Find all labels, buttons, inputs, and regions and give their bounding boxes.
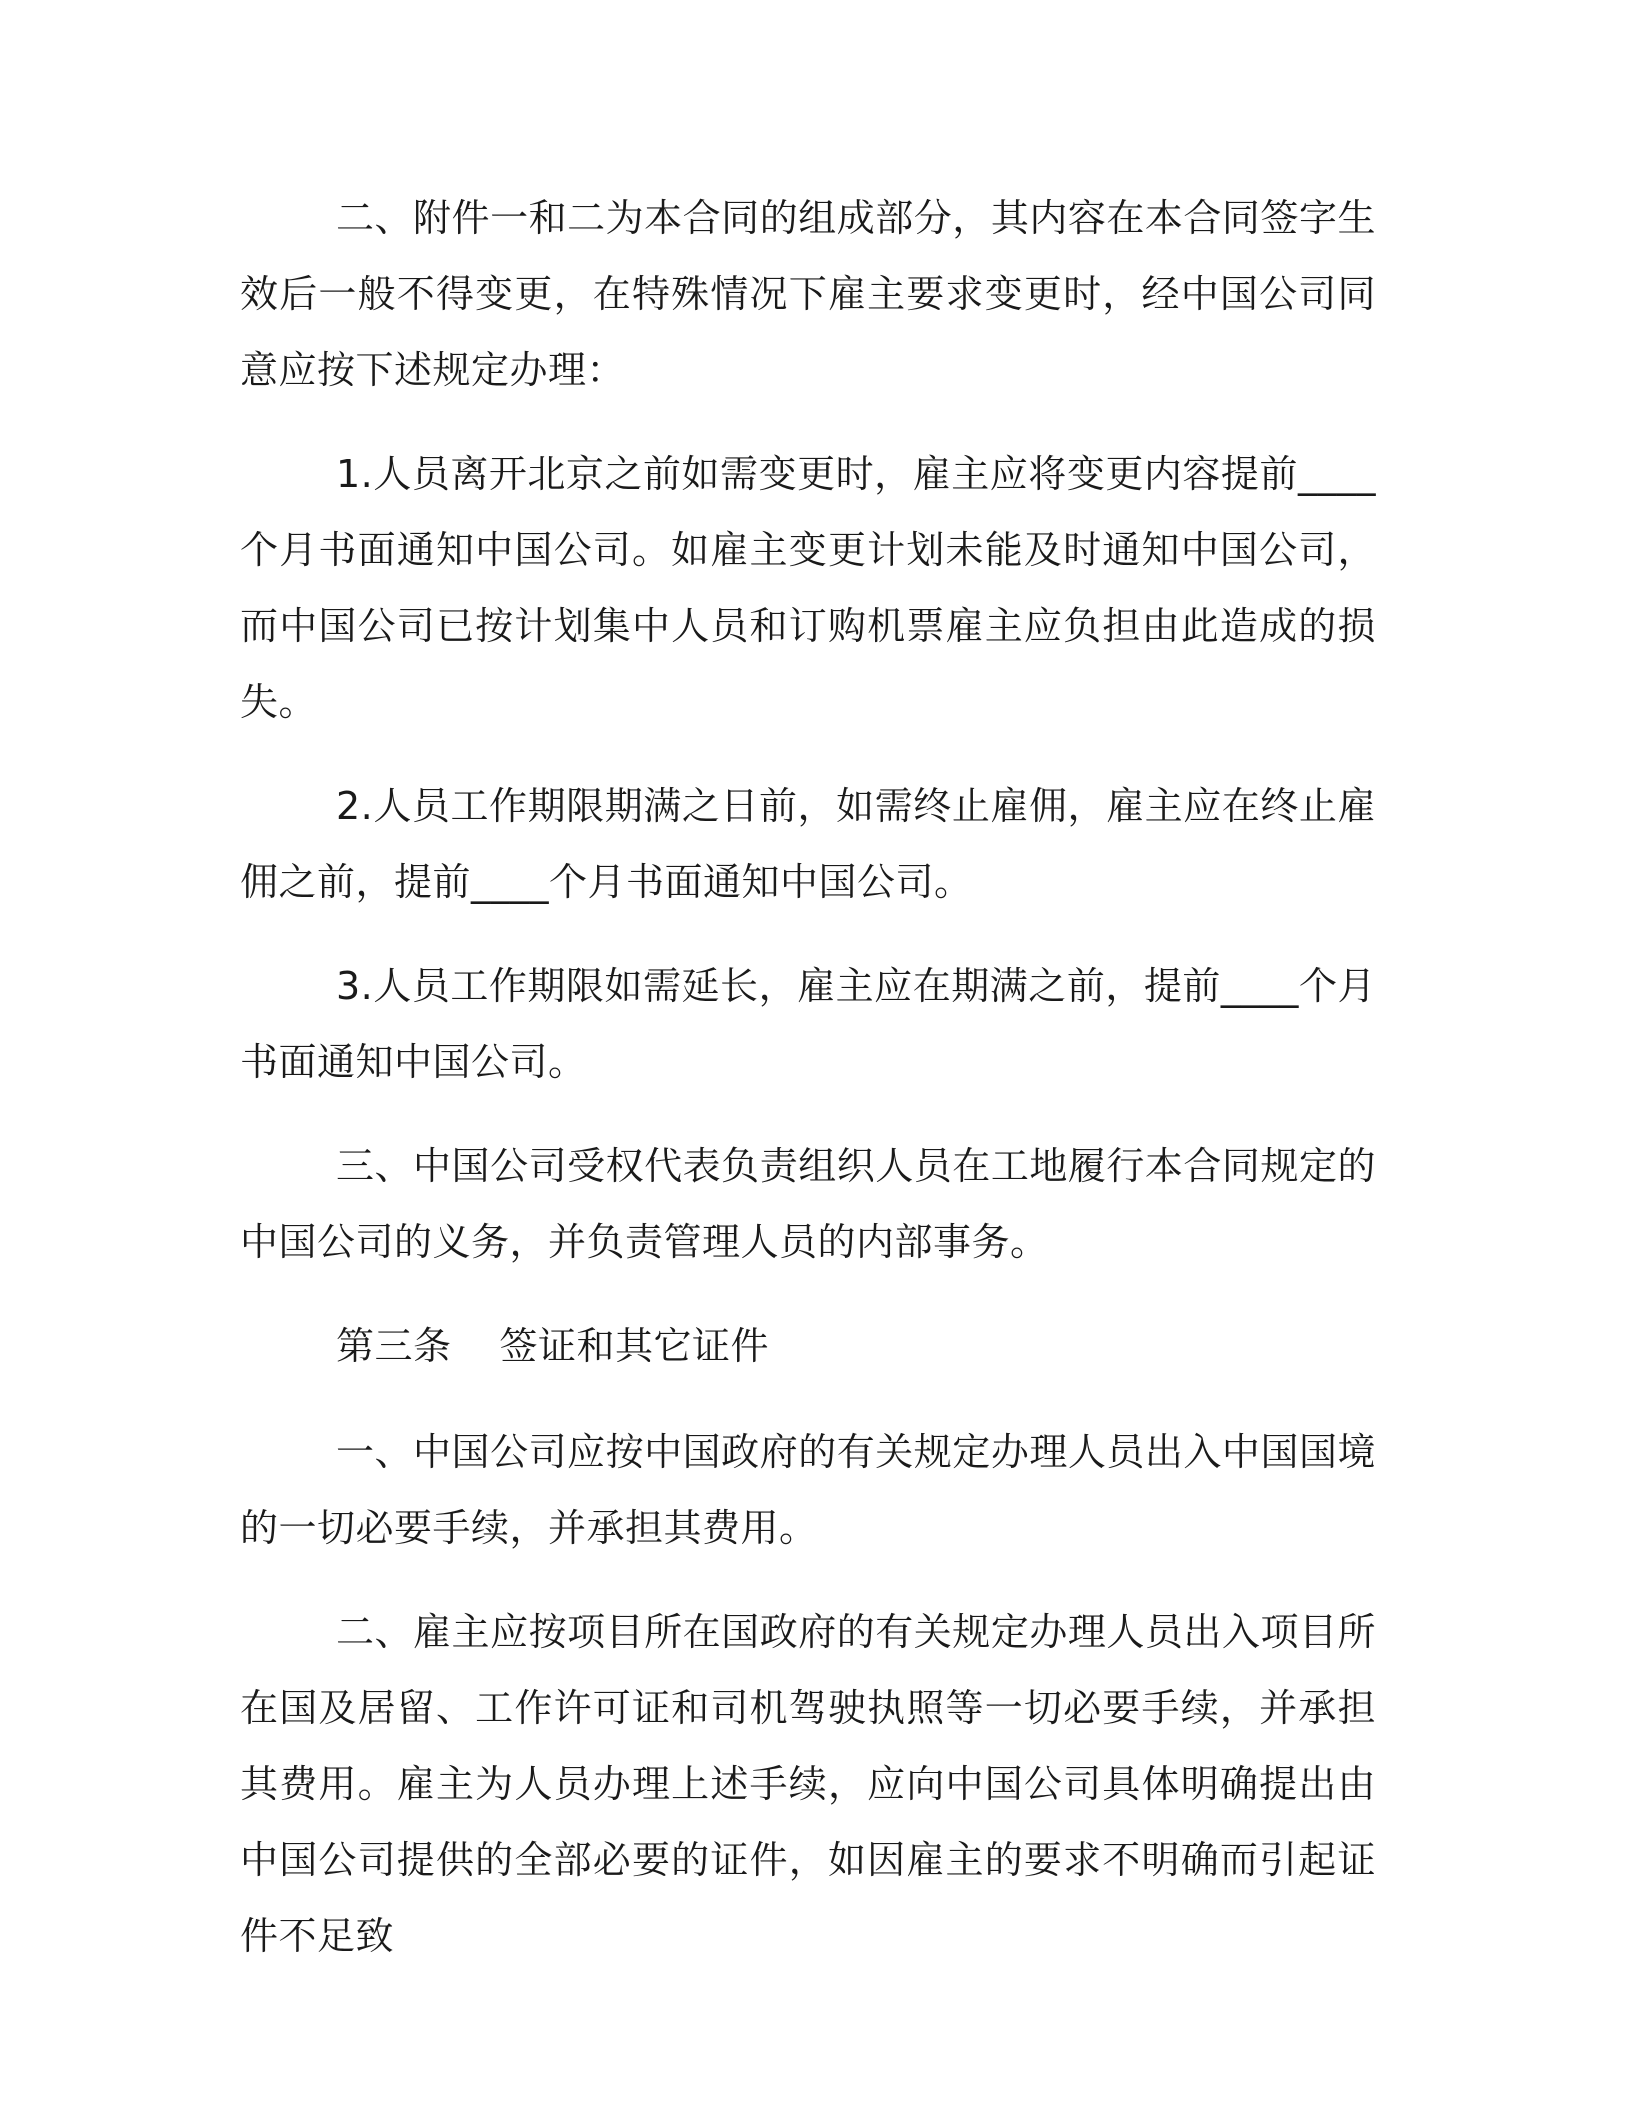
paragraph-extension-notice: 3.人员工作期限如需延长，雇主应在期满之前，提前____个月书面通知中国公司。 <box>240 964 1376 1084</box>
article-number: 第三条 <box>336 1324 452 1368</box>
paragraph-employer-permits: 二、雇主应按项目所在国政府的有关规定办理人员出入项目所在国及居留、工作许可证和司机驾驶执照等一切必要手续，并承担其费用。雇主为人员办理上述手续，应向中国公司具体明确提出由中国公司提供的全部必要的证件，如因雇主的要求不明确而引起证件不足致 <box>240 1610 1376 1958</box>
paragraph-termination-notice: 2.人员工作期限期满之日前，如需终止雇佣，雇主应在终止雇佣之前，提前____个月书面通知中国公司。 <box>240 784 1376 904</box>
document-body <box>240 180 1376 2002</box>
paragraph-change-before-departure: 1.人员离开北京之前如需变更时，雇主应将变更内容提前____个月书面通知中国公司。如雇主变更计划未能及时通知中国公司，而中国公司已按计划集中人员和订购机票雇主应负担由此造成的损失。 <box>240 452 1376 724</box>
paragraph-authorized-representative: 三、中国公司受权代表负责组织人员在工地履行本合同规定的中国公司的义务，并负责管理人员的内部事务。 <box>240 1144 1376 1264</box>
article-heading <box>240 1308 1376 1384</box>
paragraph-attachments-change: 二、附件一和二为本合同的组成部分，其内容在本合同签字生效后一般不得变更，在特殊情况下雇主要求变更时，经中国公司同意应按下述规定办理： <box>240 196 1376 392</box>
paragraph-china-exit-entry: 一、中国公司应按中国政府的有关规定办理人员出入中国国境的一切必要手续，并承担其费用。 <box>240 1430 1376 1550</box>
article-title: 签证和其它证件 <box>499 1324 770 1368</box>
